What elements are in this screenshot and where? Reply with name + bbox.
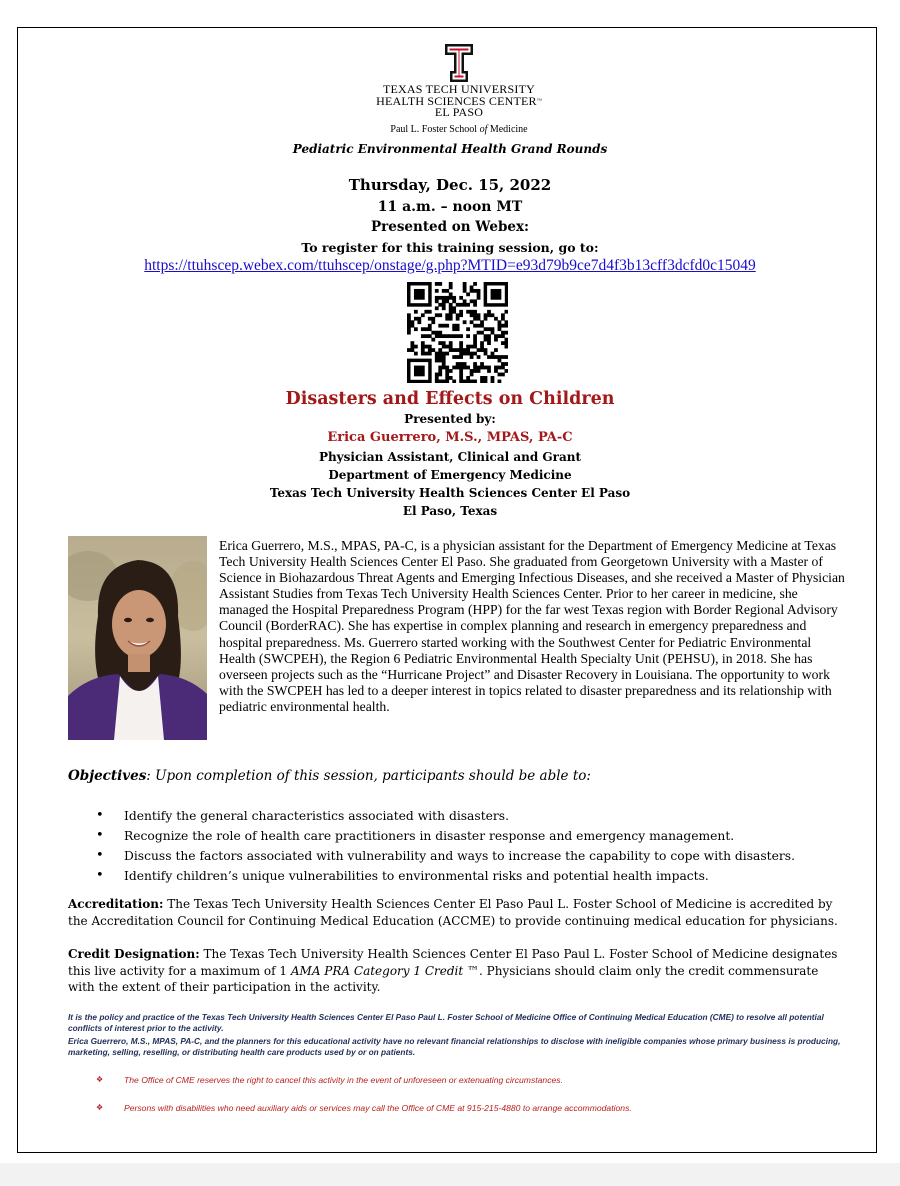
logo-trademark: ™ — [536, 98, 542, 104]
logo-text-university: TEXAS TECH UNIVERSITY — [383, 82, 535, 96]
objectives-list — [96, 806, 795, 886]
list-item: • Recognize the role of health care practitioners in disaster response and emergency management. — [96, 826, 795, 846]
credit-text-post: . Physicians should claim only the credit commensurate with the extent of their participation in the activity. — [68, 963, 819, 994]
page-bottom-edge — [0, 1163, 900, 1186]
logo-school-post: Medicine — [487, 123, 528, 135]
talk-title: Disasters and Effects on Children — [285, 389, 615, 409]
disclosure-statement: Erica Guerrero, M.S., MPAS, PA-C, and the planners for this educational activity have no relevant financial relationships to disclose with ineligible companies whose primary business is producing, marketing, selling, reselling, or distributing health care products used by or on patients. — [68, 1036, 841, 1057]
accreditation-label: Accreditation: — [68, 897, 164, 911]
objectives-label: Objectives — [68, 768, 147, 784]
logo-text-school — [376, 124, 542, 135]
logo-school-of: of — [479, 123, 488, 135]
speaker-photo — [68, 536, 207, 740]
speaker-bio: Erica Guerrero, M.S., MPAS, PA-C, is a physician assistant for the Department of Emergency Medicine at Texas Tech University Health Sciences Center El Paso. She graduated from Georgetown University with a Master of Science in Biohazardous Threat Agents and Emerging Infectious Diseases, and she received a Master of Physician Assistant Studies from Texas Tech University Health Sciences Center. Prior to her career in medicine, she managed the Hospital Preparedness Program (HPP) for the far west Texas region with Border Regional Advisory Council (BorderRAC). She has expertise in complex planning and research in emergency preparedness and hospital preparedness. Ms. Guerrero started working with the Southwest Center for Pediatric Environmental Health (SWCPEH), the Region 6 Pediatric Environmental Health Specialty Unit (PEHSU), in 2018. She has overseen projects such as the “Hurricane Project” and Disaster Recovery in Louisiana. The opportunity to work with the SWCPEH has led to a deeper interest in topics related to disaster preparedness and its relationship with pediatric environmental health. — [219, 538, 845, 714]
logo-text-hsc-name: HEALTH SCIENCES CENTER — [376, 93, 537, 108]
logo-text-campus: EL PASO — [434, 105, 484, 119]
credit-designation — [68, 946, 848, 996]
logo-school-pre: Paul L. Foster School — [390, 123, 480, 135]
event-platform: Presented on Webex: — [370, 219, 530, 235]
speaker-institution: Texas Tech University Health Sciences Center El Paso — [269, 486, 631, 500]
conflict-policy: It is the policy and practice of the Texas Tech University Health Sciences Center El Paso Paul L. Foster School of Medicine Office of Continuing Medical Education (CME) to resolve all potential conflicts of interest prior to the activity. — [68, 1012, 824, 1033]
qr-code-icon[interactable] — [407, 282, 508, 383]
presented-by-label: Presented by: — [404, 412, 496, 426]
diamond-bullet-icon: ❖ — [96, 1075, 104, 1084]
register-instructions: To register for this training session, go to: — [301, 240, 599, 255]
accommodations-note-text: Persons with disabilities who need auxiliary aids or services may call the Office of CME at 915-215-4880 to arrange accommodations. — [124, 1103, 632, 1113]
accreditation-text: The Texas Tech University Health Sciences Center El Paso Paul L. Foster School of Medicine is accredited by the Accreditation Council for Continuing Medical Education (ACCME) to provide continuing medical education for physicians. — [68, 897, 838, 928]
registration-link[interactable]: https://ttuhscep.webex.com/ttuhscep/onstage/g.php?MTID=e93d79b9ce7d4f3b13cff3dcfd0c15049 — [144, 257, 756, 274]
event-date: Thursday, Dec. 15, 2022 — [348, 176, 552, 194]
list-item: • Identify children’s unique vulnerabilities to environmental risks and potential health impacts. — [96, 866, 795, 886]
double-t-logo-icon — [445, 44, 473, 82]
list-item: • Discuss the factors associated with vulnerability and ways to increase the capability to cope with disasters. — [96, 846, 795, 866]
credit-label: Credit Designation: — [68, 947, 200, 961]
credit-text-pre: The Texas Tech University Health Sciences Center El Paso Paul L. Foster School of Medicine designates this live activity for a maximum of 1 — [68, 947, 838, 978]
accreditation-statement — [68, 896, 848, 929]
series-title: Pediatric Environmental Health Grand Rounds — [292, 142, 608, 156]
list-item: • Identify the general characteristics associated with disasters. — [96, 806, 795, 826]
speaker-title: Physician Assistant, Clinical and Grant — [318, 450, 582, 464]
institution-logo — [376, 44, 542, 142]
speaker-location: El Paso, Texas — [402, 504, 498, 518]
cancellation-note-text: The Office of CME reserves the right to cancel this activity in the event of unforeseen or extenuating circumstances. — [124, 1075, 563, 1085]
diamond-bullet-icon: ❖ — [96, 1103, 104, 1112]
speaker-department: Department of Emergency Medicine — [328, 468, 572, 482]
credit-text-italic: AMA PRA Category 1 Credit ™ — [290, 963, 480, 978]
event-time: 11 a.m. – noon MT — [377, 199, 523, 215]
objectives-intro: : Upon completion of this session, participants should be able to: — [146, 768, 591, 784]
objectives-heading — [68, 768, 591, 784]
speaker-name: Erica Guerrero, M.S., MPAS, PA-C — [327, 430, 573, 445]
